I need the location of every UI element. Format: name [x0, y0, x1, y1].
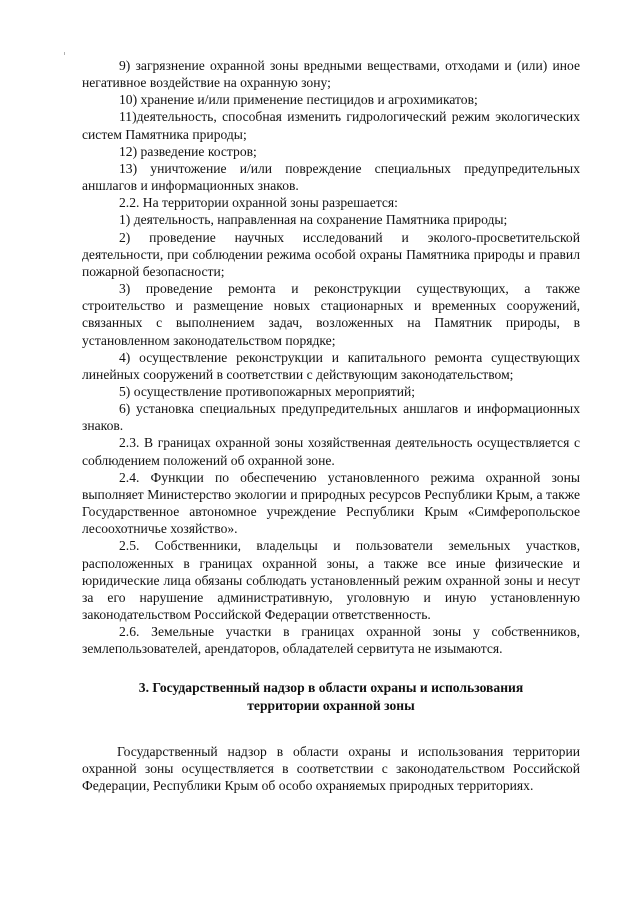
paragraph-allowed-6: 6) установка специальных предупредительных аншлагов и информационных знаков.	[82, 401, 580, 434]
paragraph-allowed-3: 3) проведение ремонта и реконструкции существующих, а также строительство и размещение новых стационарных и временных сооружений, связанных с выполнением задач, возложенных на Памятник природы, в установленном законодательством порядке;	[82, 281, 580, 348]
paragraph-2-6: 2.6. Земельные участки в границах охранной зоны у собственников, землепользователей, арендаторов, обладателей сервитута не изымаются.	[82, 624, 580, 657]
paragraph-2-3: 2.3. В границах охранной зоны хозяйственная деятельность осуществляется с соблюдением положений об охранной зоне.	[82, 435, 580, 468]
paragraph-2-5: 2.5. Собственники, владельцы и пользователи земельных участков, расположенных в границах охранной зоны, а также все иные физические и юридические лица обязаны соблюдать установленный режим охранной зоны и несут за его нарушение административную, уголовную и иную установленную законодательством Российской Федерации ответственность.	[82, 538, 580, 622]
section-heading-line-1: 3. Государственный надзор в области охраны и использования	[138, 680, 524, 696]
paragraph-item-11: 11)деятельность, способная изменить гидрологический режим экологических систем Памятника природы;	[82, 109, 580, 142]
paragraph-allowed-4: 4) осуществление реконструкции и капитального ремонта существующих линейных сооружений в соответствии с действующим законодательством;	[82, 349, 580, 382]
paragraph-item-12: 12) разведение костров;	[119, 143, 257, 159]
paragraph-2-2: 2.2. На территории охранной зоны разрешается:	[119, 195, 398, 211]
paragraph-item-9: 9) загрязнение охранной зоны вредными веществами, отходами и (или) иное негативное воздействие на охранную зону;	[82, 58, 580, 91]
section-heading-line-2: территории охранной зоны	[247, 697, 415, 713]
paragraph-allowed-5: 5) осуществление противопожарных мероприятий;	[119, 383, 416, 399]
margin-mark	[64, 52, 65, 55]
document-page	[82, 57, 580, 794]
section-3-paragraph: Государственный надзор в области охраны и использования территории охранной зоны осуществляется в соответствии с законодательством Российской Федерации, Республики Крым об особо охраняемых природных территориях.	[82, 743, 580, 794]
paragraph-allowed-2: 2) проведение научных исследований и эколого-просветительской деятельности, при соблюдении режима особой охраны Памятника природы и правил пожарной безопасности;	[82, 229, 580, 279]
paragraph-item-10: 10) хранение и/или применение пестицидов и агрохимикатов;	[119, 92, 478, 108]
paragraph-allowed-1: 1) деятельность, направленная на сохранение Памятника природы;	[119, 212, 508, 228]
paragraph-item-13: 13) уничтожение и/или повреждение специальных предупредительных аншлагов и информационных знаков.	[82, 160, 580, 194]
paragraph-2-4: 2.4. Функции по обеспечению установленного режима охранной зоны выполняет Министерство экологии и природных ресурсов Республики Крым, а также Государственное автономное учреждение Республики Крым «Симферопольское лесоохотничье хозяйство».	[82, 469, 580, 537]
